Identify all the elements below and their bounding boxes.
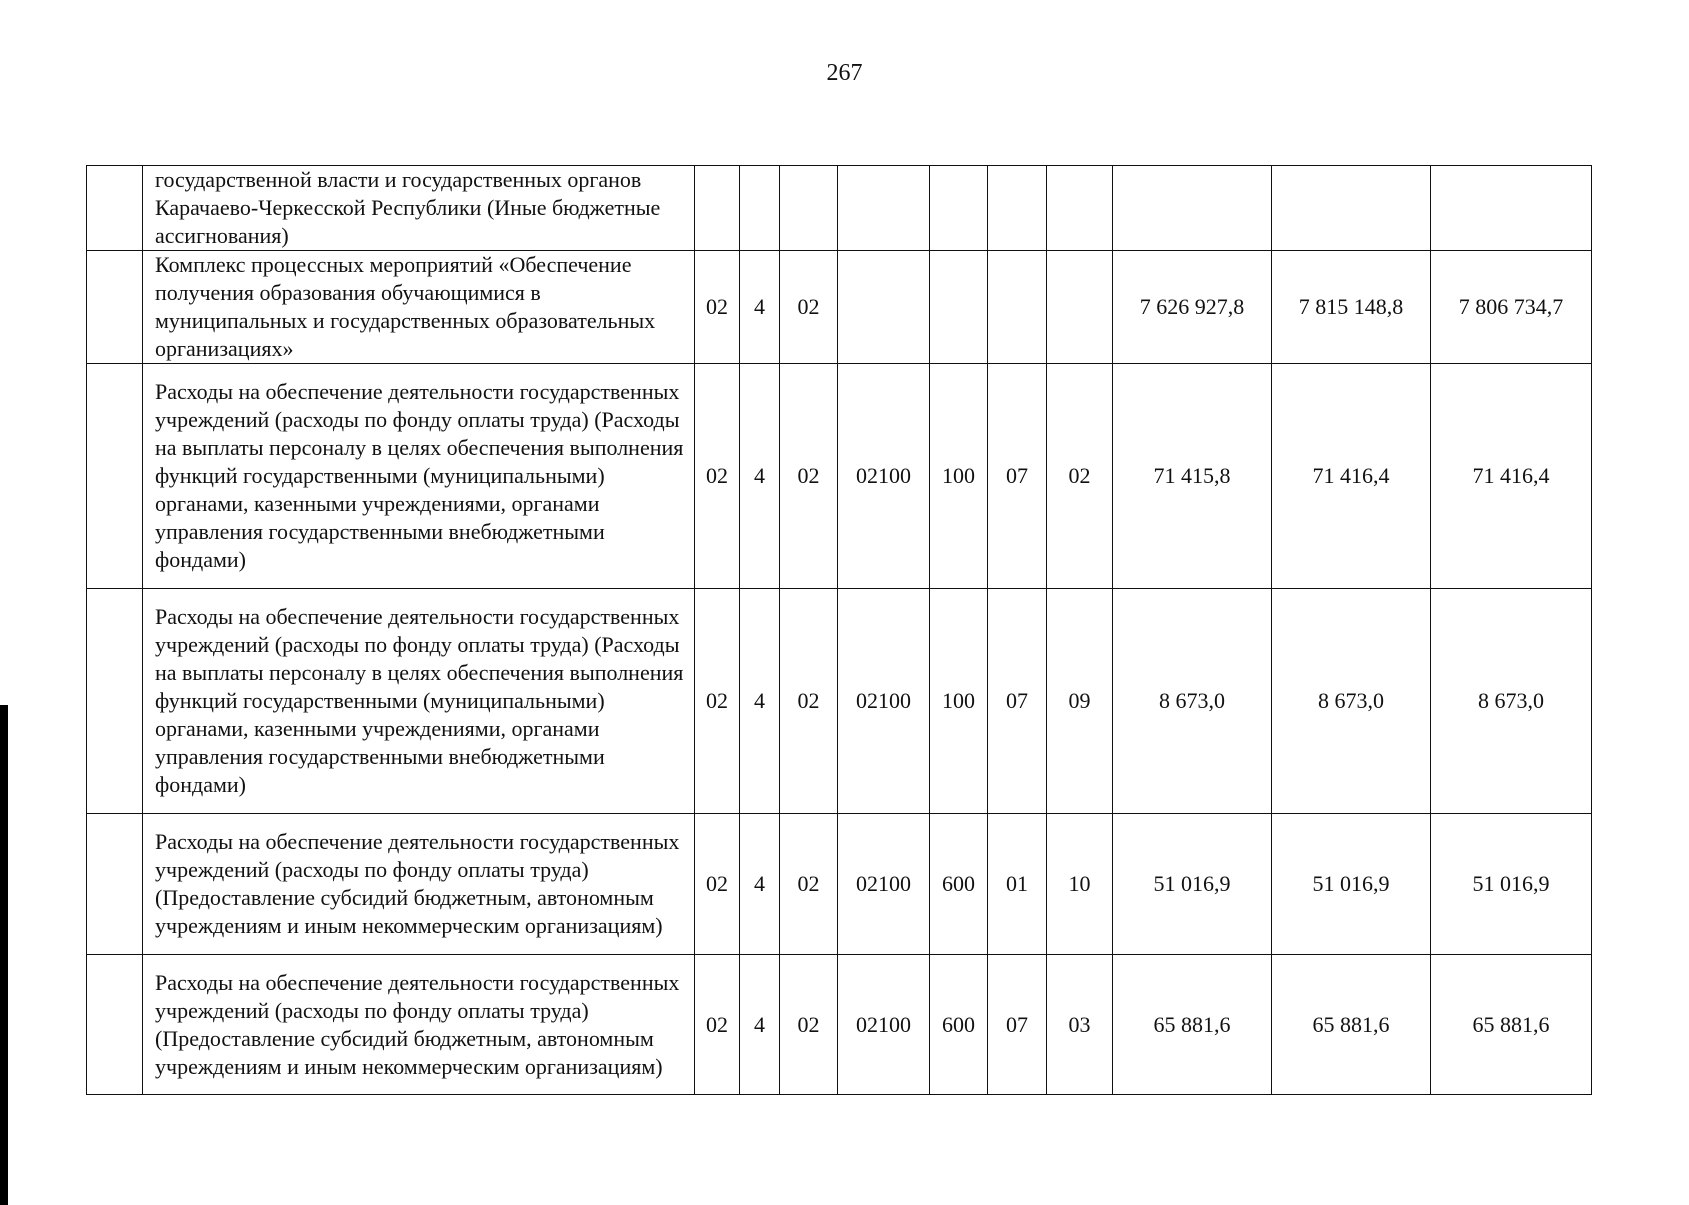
description-cell: Расходы на обеспечение деятельности государственных учреждений (расходы по фонду оплаты труда) (Расходы на выплаты персоналу в целях обеспечения выполнения функций государственными (муниципальными) органами, казенными учреждениями, органами управления государственными внебюджетными фондами) bbox=[143, 589, 695, 814]
code-cell-2: 4 bbox=[740, 589, 780, 814]
code-cell-4 bbox=[838, 251, 930, 364]
description-cell: Комплекс процессных мероприятий «Обеспечение получения образования обучающимися в муниципальных и государственных образовательных организациях» bbox=[143, 251, 695, 364]
code-cell-6: 01 bbox=[988, 814, 1047, 955]
code-cell-5 bbox=[930, 166, 988, 251]
code-cell-5: 100 bbox=[930, 364, 988, 589]
row-number-cell bbox=[87, 814, 143, 955]
description-cell: Расходы на обеспечение деятельности государственных учреждений (расходы по фонду оплаты труда) (Расходы на выплаты персоналу в целях обеспечения выполнения функций государственными (муниципальными) органами, казенными учреждениями, органами управления государственными внебюджетными фондами) bbox=[143, 364, 695, 589]
code-cell-7: 03 bbox=[1047, 955, 1113, 1095]
row-number-cell bbox=[87, 955, 143, 1095]
amount-cell-2 bbox=[1272, 166, 1431, 251]
table-row bbox=[87, 251, 1592, 364]
code-cell-1: 02 bbox=[695, 251, 740, 364]
amount-cell-1: 8 673,0 bbox=[1113, 589, 1272, 814]
description-cell: Расходы на обеспечение деятельности государственных учреждений (расходы по фонду оплаты труда) (Предоставление субсидий бюджетным, автономным учреждениям и иным некоммерческим организациям) bbox=[143, 814, 695, 955]
table-row bbox=[87, 166, 1592, 251]
code-cell-2: 4 bbox=[740, 955, 780, 1095]
amount-cell-2: 8 673,0 bbox=[1272, 589, 1431, 814]
amount-cell-2: 7 815 148,8 bbox=[1272, 251, 1431, 364]
code-cell-7: 09 bbox=[1047, 589, 1113, 814]
scan-edge-mark bbox=[0, 705, 8, 1205]
code-cell-5: 600 bbox=[930, 955, 988, 1095]
description-cell: Расходы на обеспечение деятельности государственных учреждений (расходы по фонду оплаты труда) (Предоставление субсидий бюджетным, автономным учреждениям и иным некоммерческим организациям) bbox=[143, 955, 695, 1095]
code-cell-2: 4 bbox=[740, 251, 780, 364]
code-cell-6: 07 bbox=[988, 589, 1047, 814]
amount-cell-2: 65 881,6 bbox=[1272, 955, 1431, 1095]
code-cell-1: 02 bbox=[695, 589, 740, 814]
code-cell-6: 07 bbox=[988, 364, 1047, 589]
row-number-cell bbox=[87, 251, 143, 364]
amount-cell-1 bbox=[1113, 166, 1272, 251]
amount-cell-1: 71 415,8 bbox=[1113, 364, 1272, 589]
code-cell-7 bbox=[1047, 251, 1113, 364]
code-cell-4: 02100 bbox=[838, 955, 930, 1095]
page-number: 267 bbox=[826, 60, 863, 86]
code-cell-3 bbox=[780, 166, 838, 251]
row-number-cell bbox=[87, 166, 143, 251]
code-cell-1: 02 bbox=[695, 814, 740, 955]
code-cell-1 bbox=[695, 166, 740, 251]
code-cell-5: 100 bbox=[930, 589, 988, 814]
table-row bbox=[87, 364, 1592, 589]
amount-cell-3: 71 416,4 bbox=[1431, 364, 1592, 589]
amount-cell-1: 7 626 927,8 bbox=[1113, 251, 1272, 364]
code-cell-4: 02100 bbox=[838, 589, 930, 814]
code-cell-4: 02100 bbox=[838, 814, 930, 955]
table-row bbox=[87, 814, 1592, 955]
code-cell-4 bbox=[838, 166, 930, 251]
code-cell-3: 02 bbox=[780, 955, 838, 1095]
code-cell-1: 02 bbox=[695, 955, 740, 1095]
description-cell: государственной власти и государственных органов Карачаево-Черкесской Республики (Иные бюджетные ассигнования) bbox=[143, 166, 695, 251]
code-cell-6 bbox=[988, 251, 1047, 364]
amount-cell-3: 51 016,9 bbox=[1431, 814, 1592, 955]
code-cell-5 bbox=[930, 251, 988, 364]
code-cell-2: 4 bbox=[740, 364, 780, 589]
amount-cell-2: 71 416,4 bbox=[1272, 364, 1431, 589]
code-cell-3: 02 bbox=[780, 251, 838, 364]
code-cell-1: 02 bbox=[695, 364, 740, 589]
table-row bbox=[87, 589, 1592, 814]
amount-cell-3 bbox=[1431, 166, 1592, 251]
amount-cell-3: 8 673,0 bbox=[1431, 589, 1592, 814]
table-row bbox=[87, 955, 1592, 1095]
code-cell-6 bbox=[988, 166, 1047, 251]
amount-cell-3: 65 881,6 bbox=[1431, 955, 1592, 1095]
code-cell-4: 02100 bbox=[838, 364, 930, 589]
budget-table bbox=[86, 165, 1592, 1095]
code-cell-2 bbox=[740, 166, 780, 251]
row-number-cell bbox=[87, 589, 143, 814]
code-cell-7: 10 bbox=[1047, 814, 1113, 955]
code-cell-5: 600 bbox=[930, 814, 988, 955]
row-number-cell bbox=[87, 364, 143, 589]
amount-cell-1: 65 881,6 bbox=[1113, 955, 1272, 1095]
amount-cell-1: 51 016,9 bbox=[1113, 814, 1272, 955]
code-cell-7 bbox=[1047, 166, 1113, 251]
code-cell-3: 02 bbox=[780, 364, 838, 589]
code-cell-3: 02 bbox=[780, 589, 838, 814]
code-cell-6: 07 bbox=[988, 955, 1047, 1095]
code-cell-7: 02 bbox=[1047, 364, 1113, 589]
amount-cell-3: 7 806 734,7 bbox=[1431, 251, 1592, 364]
amount-cell-2: 51 016,9 bbox=[1272, 814, 1431, 955]
code-cell-3: 02 bbox=[780, 814, 838, 955]
code-cell-2: 4 bbox=[740, 814, 780, 955]
